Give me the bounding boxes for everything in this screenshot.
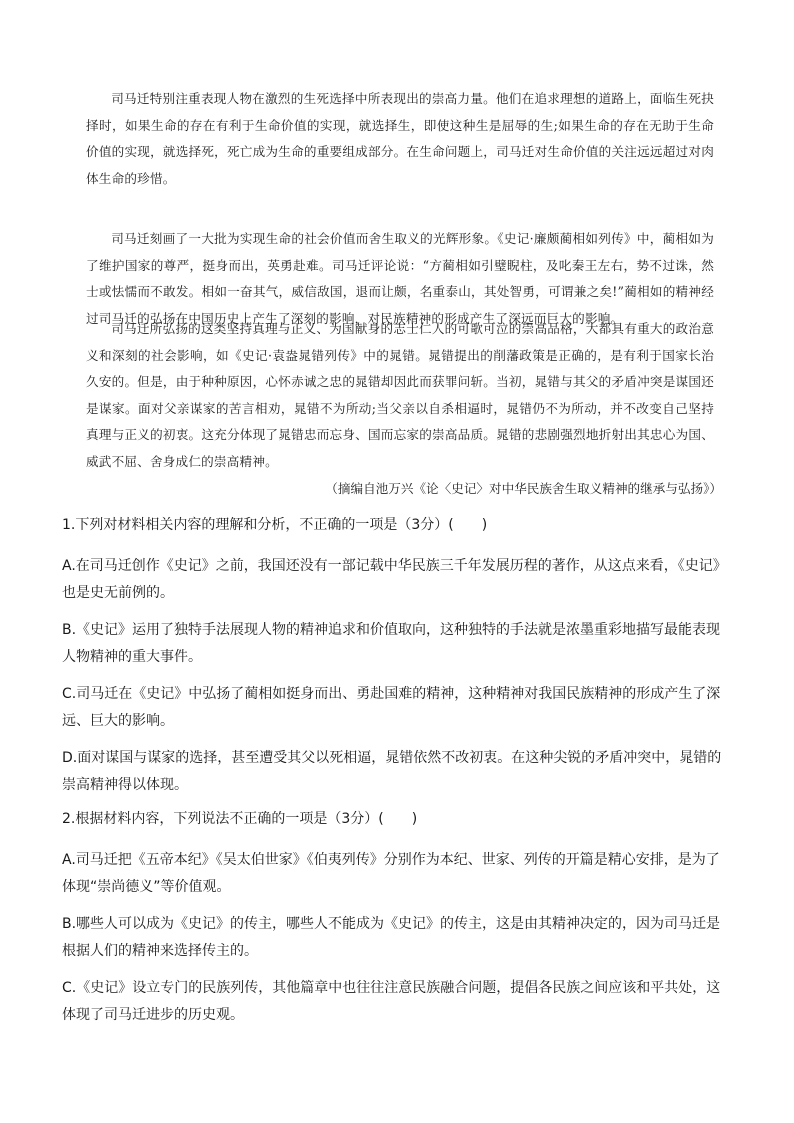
passage-paragraph-1: 司马迁特别注重表现人物在激烈的生死选择中所表现出的崇高力量。他们在追求理想的道路上，面临生死抉择时，如果生命的存在有利于生命价值的实现，就选择生，即使这种生是屈辱的生;如果生命的存在无助于生命价值的实现，就选择死，死亡成为生命的重要组成部分。在生命问题上，司马迁对生命价值的关注远远超过对肉体生命的珍惜。 bbox=[86, 91, 714, 186]
passage-source: （摘编自池万兴《论〈史记〉对中华民族舍生取义精神的继承与弘扬》） bbox=[325, 481, 722, 496]
question-1-option-c: C.司马迁在《史记》中弘扬了蔺相如挺身而出、勇赴国难的精神，这种精神对我国民族精神的形成产生了深远、巨大的影响。 bbox=[62, 686, 721, 729]
question-1-option-b: B.《史记》运用了独特手法展现人物的精神追求和价值取向，这种独特的手法就是浓墨重彩地描写最能表现人物精神的重大事件。 bbox=[62, 622, 721, 665]
question-2-option-c: C.《史记》设立专门的民族列传，其他篇章中也往往注意民族融合问题，提倡各民族之间应该和平共处，这体现了司马迁进步的历史观。 bbox=[62, 980, 721, 1023]
passage-paragraph-2: 司马迁刻画了一大批为实现生命的社会价值而舍生取义的光辉形象。《史记·廉颇蔺相如列传》中，蔺相如为了维护国家的尊严，挺身而出，英勇赴难。司马迁评论说：“方蔺相如引璧睨柱，及叱秦王左右，势不过诛，然士或怯懦而不敢发。相如一奋其气，威信敌国，退而让颇，名重泰山，其处智勇，可谓兼之矣!”蔺相如的精神经过司马迁的弘扬在中国历史上产生了深刻的影响，对民族精神的形成产生了深远而巨大的影响。 bbox=[86, 231, 714, 326]
question-1-option-a: A.在司马迁创作《史记》之前，我国还没有一部记载中华民族三千年发展历程的著作，从这点来看，《史记》也是史无前例的。 bbox=[62, 558, 727, 601]
passage-paragraph-3: 司马迁所弘扬的这类坚持真理与正义、为国献身的志士仁人的可歌可泣的崇高品格，大都具有重大的政治意义和深刻的社会影响，如《史记·袁盎晁错列传》中的晁错。晁错提出的削藩政策是正确的，是有利于国家长治久安的。但是，由于种种原因，心怀赤诚之忠的晁错却因此而获罪问斩。当初，晁错与其父的矛盾冲突是谋国还是谋家。面对父亲谋家的苦言相劝，晁错不为所动;当父亲以自杀相逼时，晁错仍不为所动，并不改变自己坚持真理与正义的初衷。这充分体现了晁错忠而忘身、国而忘家的崇高品质。晁错的悲剧强烈地折射出其忠心为国、威武不屈、舍身成仁的崇高精神。 bbox=[86, 321, 714, 469]
question-2-stem: 2.根据材料内容，下列说法不正确的一项是（3分）( ) bbox=[62, 811, 418, 827]
question-1-option-d: D.面对谋国与谋家的选择，甚至遭受其父以死相逼，晁错依然不改初衷。在这种尖锐的矛盾冲突中，晁错的崇高精神得以体现。 bbox=[62, 750, 722, 793]
question-2-option-a: A.司马迁把《五帝本纪》《吴太伯世家》《伯夷列传》分别作为本纪、世家、列传的开篇是精心安排，是为了体现“崇尚德义”等价值观。 bbox=[62, 852, 720, 895]
question-2-option-b: B.哪些人可以成为《史记》的传主，哪些人不能成为《史记》的传主，这是由其精神决定的，因为司马迁是根据人们的精神来选择传主的。 bbox=[62, 916, 721, 959]
question-1-stem: 1.下列对材料相关内容的理解和分析，不正确的一项是（3分）( ) bbox=[62, 517, 488, 533]
